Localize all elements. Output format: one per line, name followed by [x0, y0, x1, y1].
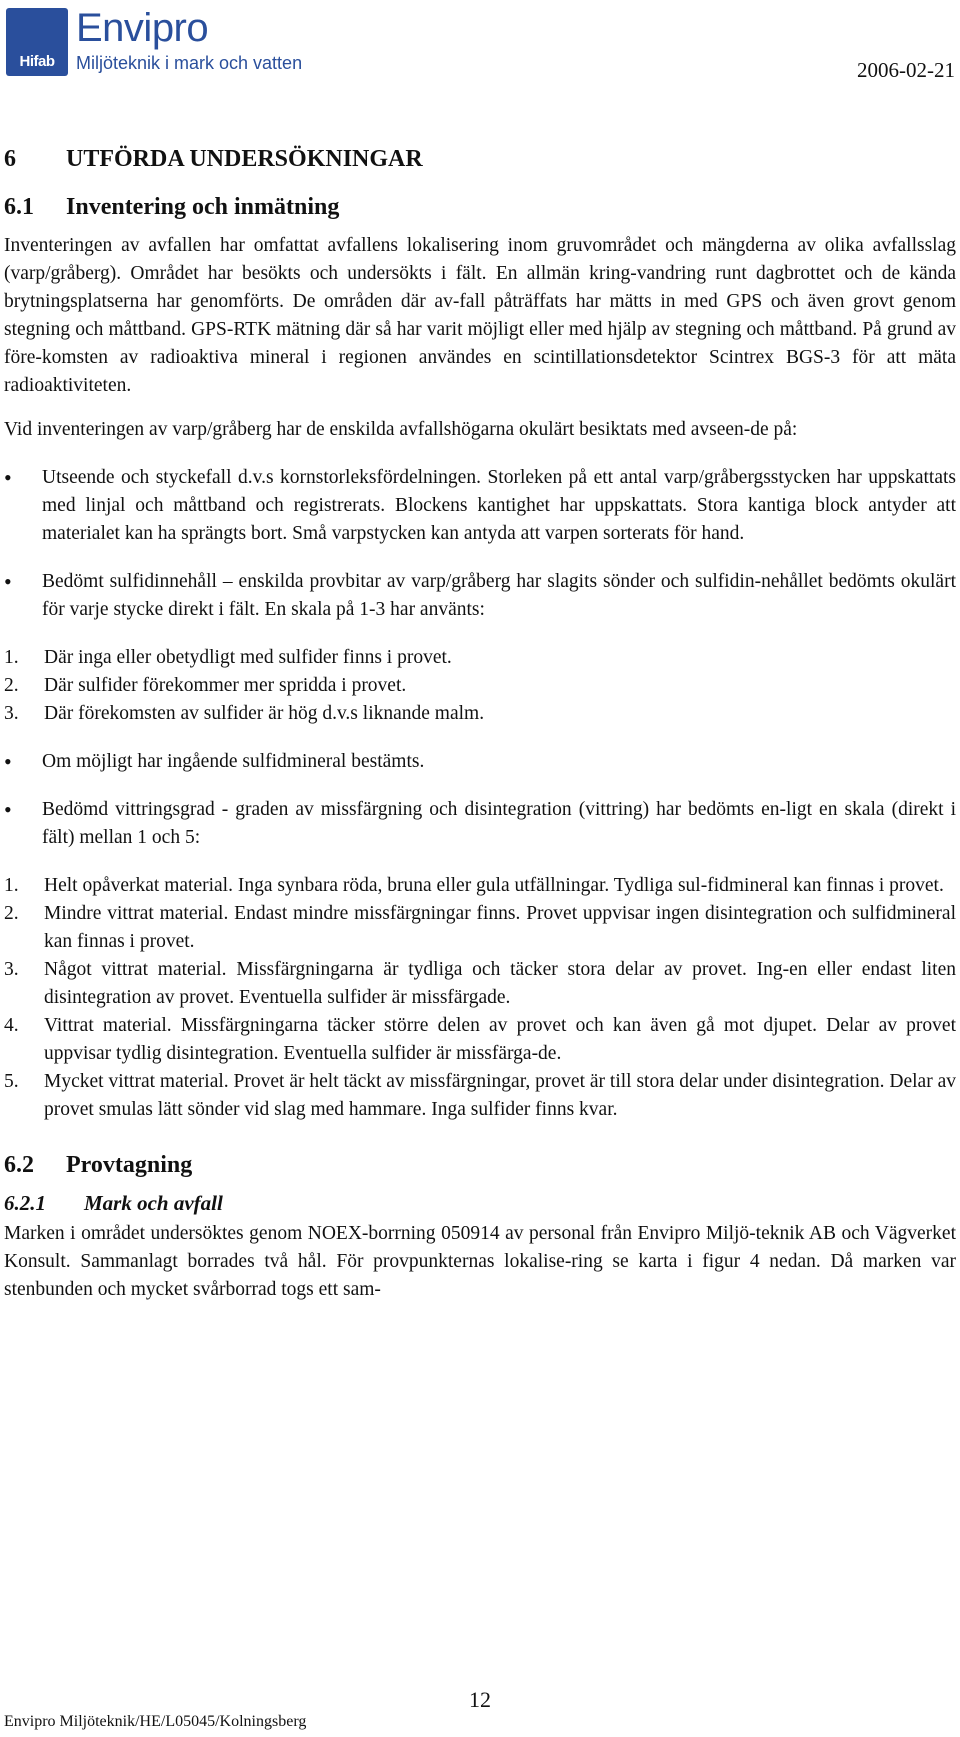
scale-item: [4, 1068, 956, 1124]
section-title: Inventering och inmätning: [66, 194, 340, 220]
scale-item: [4, 700, 956, 728]
bullet-item: [4, 568, 956, 728]
section-number: 6.1: [4, 194, 34, 220]
scale-text: Där sulfider förekommer mer spridda i provet.: [44, 675, 407, 696]
paragraph-inventory: Inventeringen av avfallen har omfattat avfallens lokalisering inom gruvområdet och mängderna av olika avfallsslag (varp/gråberg). Området har besökts och undersökts i fält. En allmän kring-vandring runt dagbrottet och de kända brytningsplatserna har genomförts. De områden där av-fall påträffats har mätts in med GPS och även grovt genom stegning och måttband. GPS-RTK mätning där så har varit möjligt eller med hjälp av stegning och måttband. På grund av före-komsten av radioaktiva mineral i regionen användes en scintillationsdetektor Scintrex BGS-3 för att mäta radioaktiviteten.: [4, 235, 956, 396]
bullet-item: [4, 796, 956, 1124]
scale-number: 2.: [4, 675, 19, 696]
scale-item: [4, 956, 956, 1012]
section-heading-6-2-1: [4, 1190, 956, 1216]
inspection-criteria-list: [4, 464, 956, 1124]
scale-text: Mindre vittrat material. Endast mindre missfärgningar finns. Provet uppvisar ingen disintegration och sulfidmineral kan finnas i provet.: [44, 903, 956, 952]
scale-text: Något vittrat material. Missfärgningarna är tydliga och täcker stora delar av provet. Ing-en eller endast liten disintegration av provet. Eventuella sulfider är missfärgade.: [44, 959, 956, 1008]
logo-tagline: Miljöteknik i mark och vatten: [76, 53, 303, 73]
paragraph-inspection-intro: Vid inventeringen av varp/gråberg har de enskilda avfallshögarna okulärt besiktats med avseen-de på:: [4, 419, 798, 440]
scale-number: 2.: [4, 903, 19, 924]
bullet-item: [4, 748, 956, 776]
section-title: Mark och avfall: [84, 1191, 223, 1215]
bullet-item: [4, 464, 956, 548]
scale-text: Där förekomsten av sulfider är hög d.v.s liknande malm.: [44, 703, 485, 724]
section-number: 6: [4, 146, 16, 172]
bullet-text: Utseende och styckefall d.v.s kornstorleksfördelningen. Storleken på ett antal varp/gråbergsstycken har uppskattats med linjal och måttband och registrerats. Blockens kantighet har uppskattats. Stora kantiga block antyder att materialet kan ha sprängts bort. Små varpstycken kan antyda att varpen sorterats för hand.: [42, 467, 956, 544]
scale-item: [4, 900, 956, 956]
scale-text: Där inga eller obetydligt med sulfider finns i provet.: [44, 647, 452, 668]
sulfide-scale-list: [4, 644, 956, 728]
scale-text: Helt opåverkat material. Inga synbara röda, bruna eller gula utfällningar. Tydliga sul-fidmineral kan finnas i provet.: [44, 875, 944, 896]
scale-number: 5.: [4, 1071, 19, 1092]
section-title: Provtagning: [66, 1152, 193, 1178]
scale-item: [4, 672, 956, 700]
bullet-text: Bedömt sulfidinnehåll – enskilda provbitar av varp/gråberg har slagits sönder och sulfidin-nehållet bedömts okulärt för varje stycke direkt i fält. En skala på 1-3 har använts:: [42, 571, 956, 620]
weathering-scale-list: [4, 872, 956, 1124]
hifab-badge-text: Hifab: [19, 53, 55, 70]
scale-item: [4, 872, 956, 900]
envipro-logo: [6, 8, 306, 78]
scale-number: 3.: [4, 703, 19, 724]
scale-item: [4, 1012, 956, 1068]
section-number: 6.2.1: [4, 1191, 46, 1215]
document-body: [4, 144, 956, 1304]
page-number: 12: [469, 1687, 491, 1712]
footer-reference: Envipro Miljöteknik/HE/L05045/Kolningsberg: [4, 1713, 307, 1730]
bullet-text: Om möjligt har ingående sulfidmineral bestämts.: [42, 751, 425, 772]
logo-wordmark: Envipro: [76, 6, 209, 50]
scale-text: Mycket vittrat material. Provet är helt täckt av missfärgningar, provet är till stora delar under disintegration. Delar av provet smulas lätt sönder vid slag med hammare. Inga sulfider finns kvar.: [44, 1071, 956, 1120]
scale-item: [4, 644, 956, 672]
bullet-text: Bedömd vittringsgrad - graden av missfärgning och disintegration (vittring) har bedömts en-ligt en skala (direkt i fält) mellan 1 och 5:: [42, 799, 956, 848]
hifab-badge: [6, 8, 68, 76]
header-date: 2006-02-21: [857, 58, 955, 82]
section-number: 6.2: [4, 1152, 34, 1178]
section-heading-6-2: [4, 1150, 956, 1180]
scale-number: 1.: [4, 647, 19, 668]
scale-text: Vittrat material. Missfärgningarna täcker större delen av provet och kan även gå mot djupet. Delar av provet uppvisar tydlig disintegration. Eventuella sulfider är missfärga-de.: [44, 1015, 956, 1064]
scale-number: 3.: [4, 959, 19, 980]
section-title: UTFÖRDA UNDERSÖKNINGAR: [66, 146, 423, 172]
scale-number: 4.: [4, 1015, 19, 1036]
scale-number: 1.: [4, 875, 19, 896]
section-heading-6: [4, 144, 956, 174]
section-heading-6-1: [4, 192, 956, 222]
paragraph-soil-sampling: Marken i området undersöktes genom NOEX-borrning 050914 av personal från Envipro Miljö-teknik AB och Vägverket Konsult. Sammanlagt borrades två hål. För provpunkternas lokalise-ring se karta i figur 4 nedan. Då marken var stenbunden och mycket svårborrad togs ett sam-: [4, 1223, 956, 1300]
